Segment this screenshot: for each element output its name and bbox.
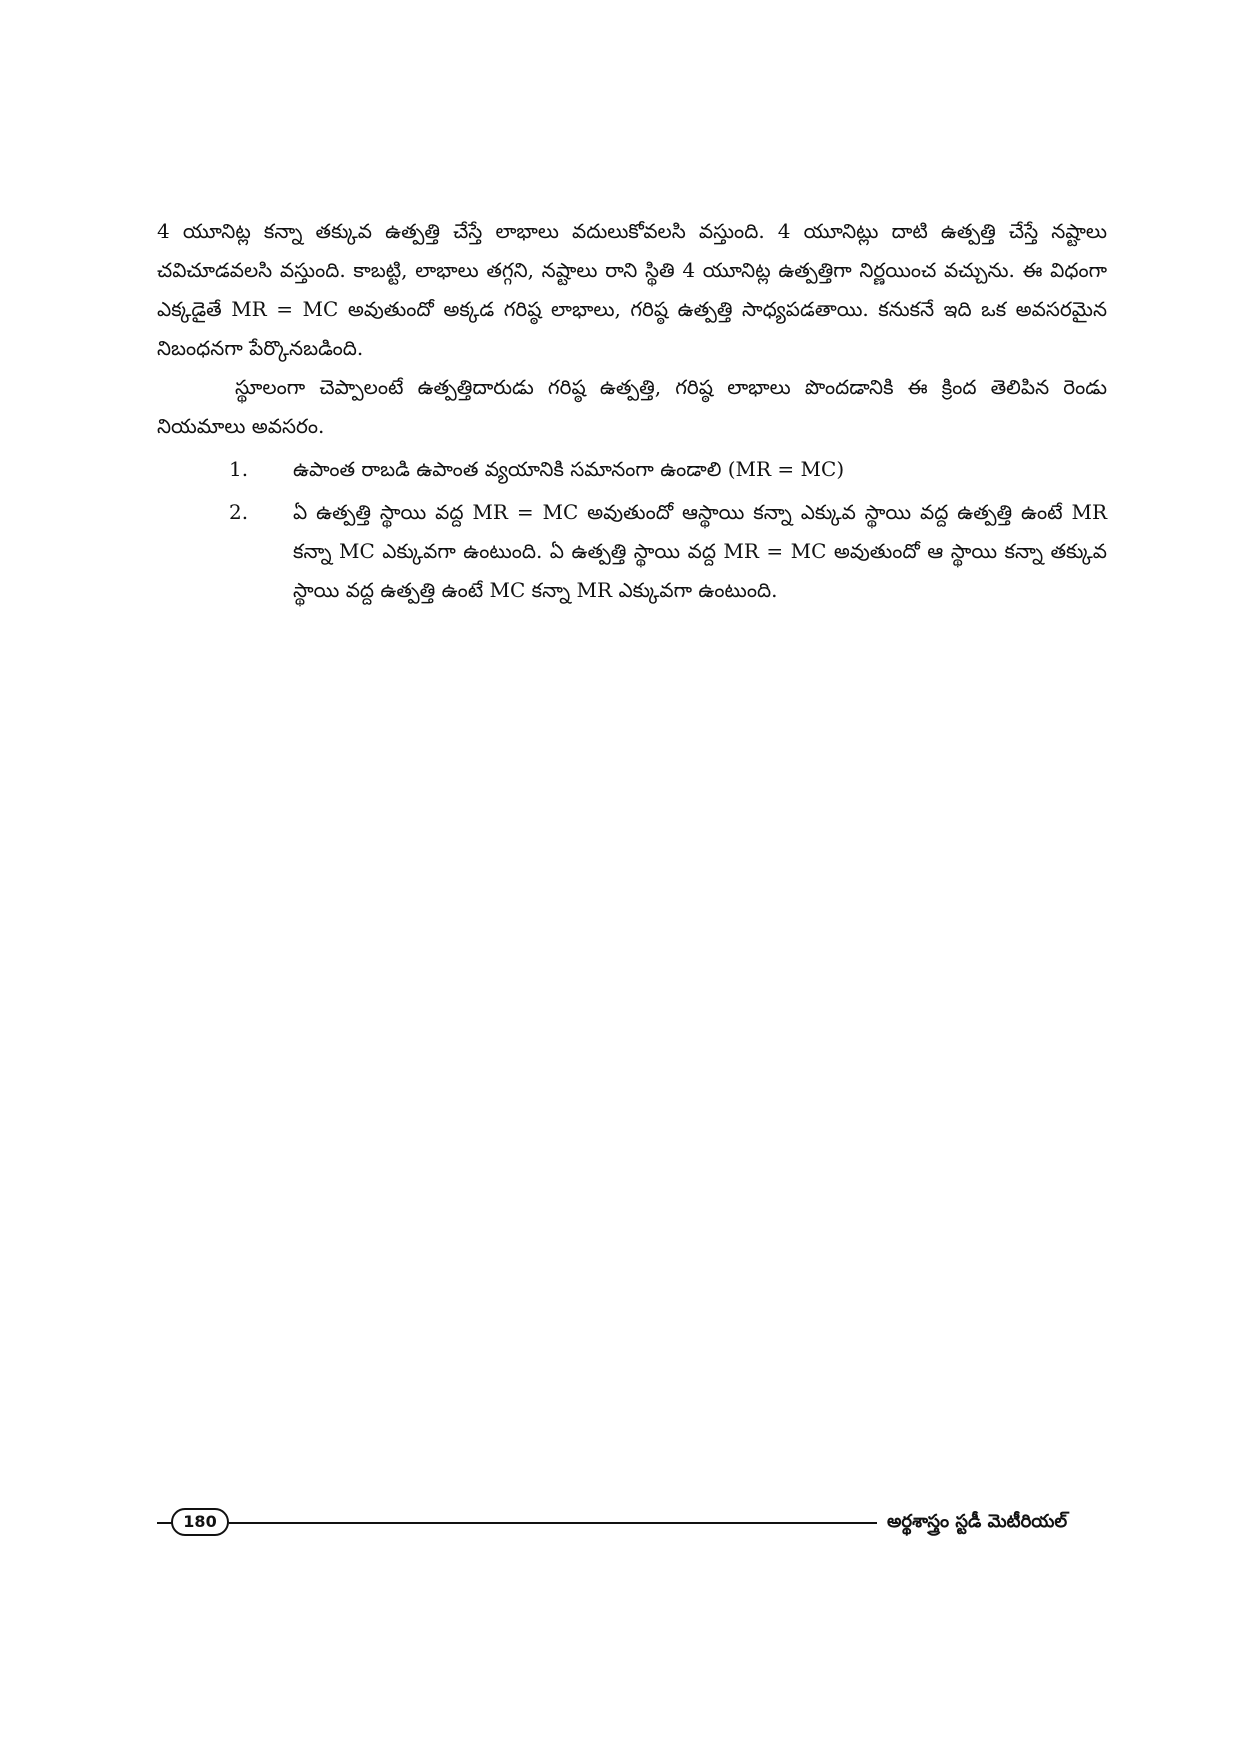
list-item-number: 1. xyxy=(229,457,249,481)
footer-rule xyxy=(229,1522,877,1524)
list-item-text: ఏ ఉత్పత్తి స్థాయి వద్ద MR = MC అవుతుందో ఆస్థాయి కన్నా ఎక్కువ స్థాయి వద్ద ఉత్పత్తి ఉంటే MR కన్నా MC ఎక్కువగా ఉంటుంది. ఏ ఉత్పత్తి స్థాయి వద్ద MR = MC అవుతుందో ఆ స్థాయి కన్నా తక్కువ స్థాయి వద్ద ఉత్పత్తి ఉంటే MC కన్నా MR ఎక్కువగా ఉంటుంది. xyxy=(293,500,1107,602)
list-item-number: 2. xyxy=(229,500,249,524)
paragraph-profit-explanation: 4 యూనిట్ల కన్నా తక్కువ ఉత్పత్తి చేస్తే లాభాలు వదులుకోవలసి వస్తుంది. 4 యూనిట్లు దాటి ఉత్పత్తి చేస్తే నష్టాలు చవిచూడవలసి వస్తుంది. కాబట్టి, లాభాలు తగ్గని, నష్టాలు రాని స్థితి 4 యూనిట్ల ఉత్పత్తిగా నిర్ణయించ వచ్చును. ఈ విధంగా ఎక్కడైతే MR = MC అవుతుందో అక్కడ గరిష్ఠ లాభాలు, గరిష్ఠ ఉత్పత్తి సాధ్యపడతాయి. కనుకనే ఇది ఒక అవసరమైన నిబంధనగా పేర్కొనబడింది. xyxy=(157,219,1107,360)
list-item xyxy=(157,450,1107,489)
page-number: 180 xyxy=(171,1508,229,1536)
paragraph-two-rules-intro: స్థూలంగా చెప్పాలంటే ఉత్పత్తిదారుడు గరిష్ఠ ఉత్పత్తి, గరిష్ఠ లాభాలు పొందడానికి ఈ క్రింద తెలిపిన రెండు నియమాలు అవసరం. xyxy=(157,375,1107,438)
list-item-text: ఉపాంత రాబడి ఉపాంత వ్యయానికి సమానంగా ఉండాలి (MR = MC) xyxy=(293,457,845,481)
rules-list xyxy=(157,450,1107,610)
page-footer xyxy=(157,1505,1107,1541)
page-body xyxy=(157,212,1107,614)
list-item xyxy=(157,493,1107,610)
book-title: అర్థశాస్త్రం స్టడీ మెటీరియల్ xyxy=(887,1511,1068,1532)
